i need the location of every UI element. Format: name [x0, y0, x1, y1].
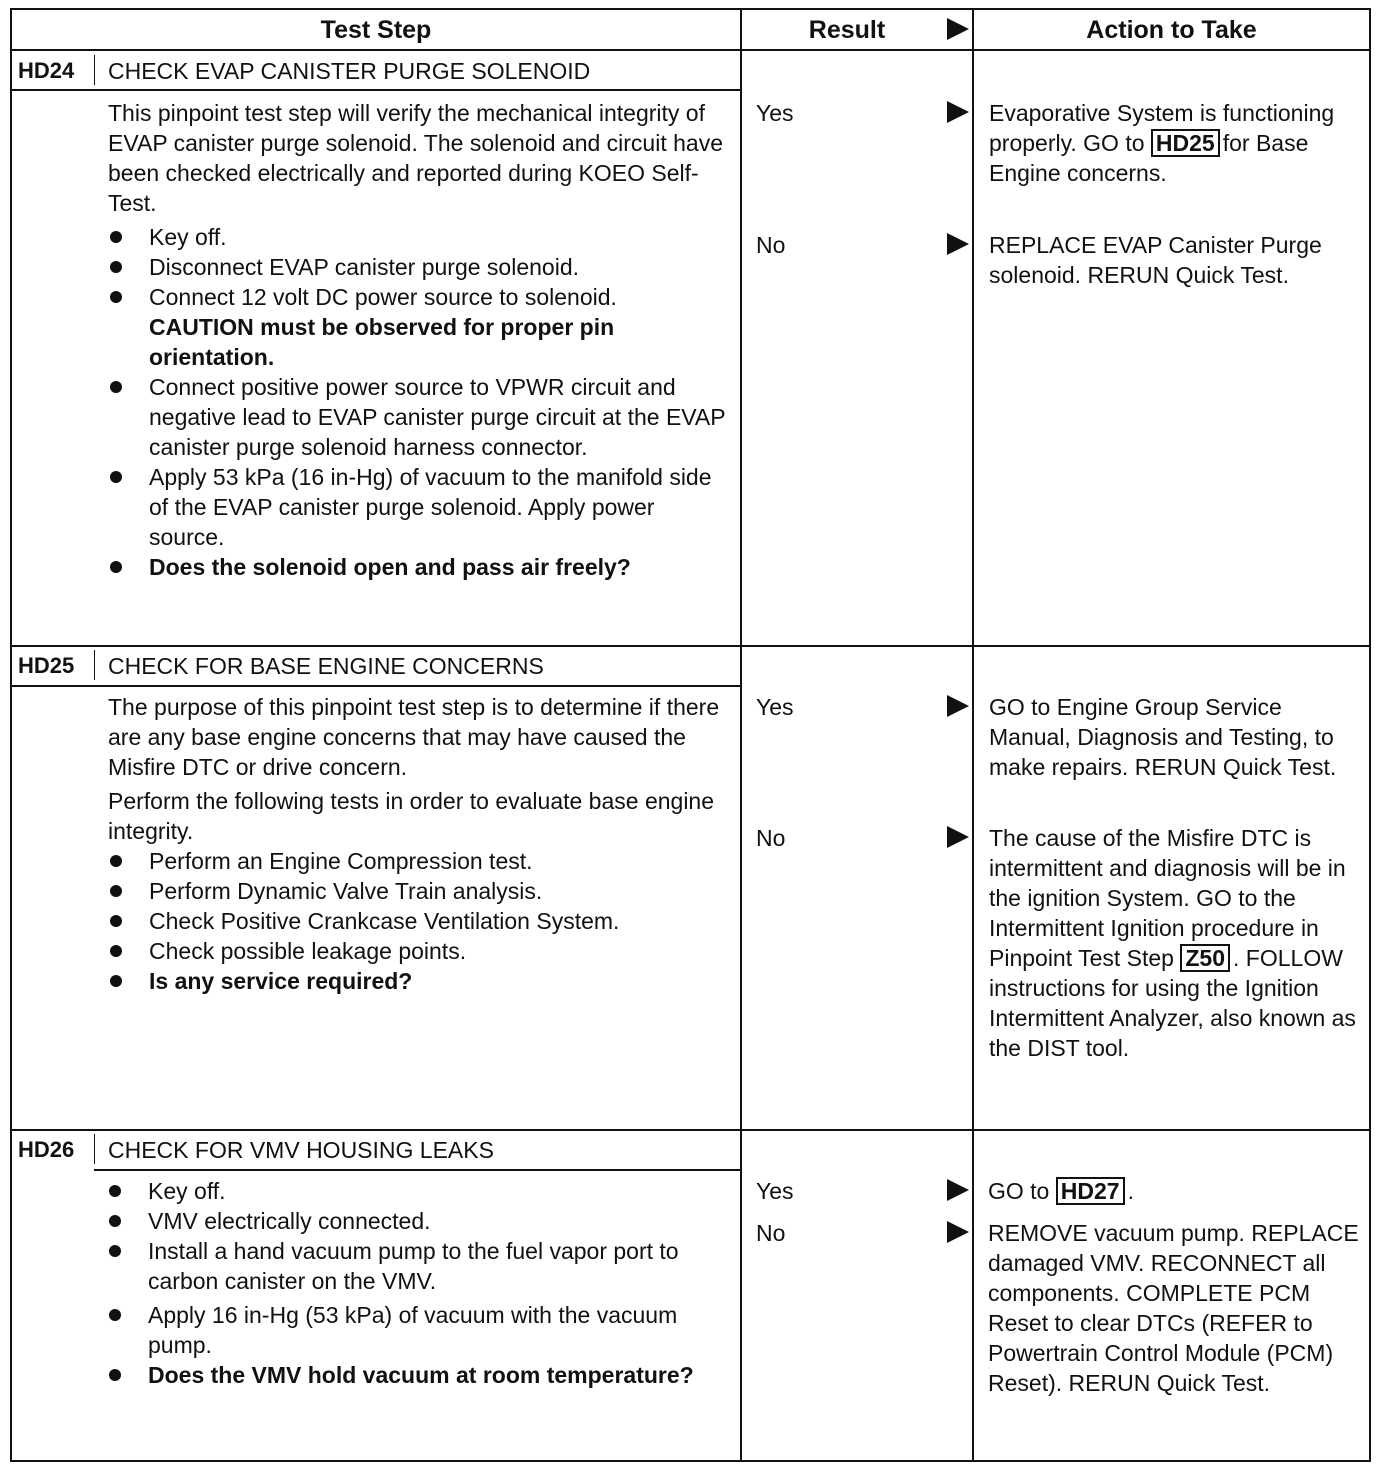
step-title: CHECK FOR BASE ENGINE CONCERNS: [108, 653, 544, 679]
header-result: Result: [808, 16, 886, 44]
step-question: Is any service required?: [108, 966, 728, 996]
col-divider-action: [972, 8, 974, 1462]
bullet-item: Perform Dynamic Valve Train analysis.: [108, 876, 728, 906]
bullet-item: [108, 282, 728, 372]
result-yes: Yes: [756, 694, 794, 720]
action-yes: [989, 98, 1361, 188]
step-title: CHECK EVAP CANISTER PURGE SOLENOID: [108, 58, 591, 84]
bullet-item: Key off.: [107, 1176, 727, 1206]
bullet-item: Apply 16 in-Hg (53 kPa) of vacuum with the vacuum pump.: [107, 1300, 727, 1360]
title-underline-hd24: [10, 89, 740, 91]
bullet-item: Perform an Engine Compression test.: [108, 846, 728, 876]
title-underline-hd26: [94, 1169, 740, 1171]
arrow-icon: [947, 233, 969, 255]
step-body: [108, 692, 728, 996]
step-title: CHECK FOR VMV HOUSING LEAKS: [108, 1137, 494, 1163]
action-text: GO to: [988, 1178, 1050, 1204]
id-divider-hd24: [94, 55, 95, 85]
bullet-item: Install a hand vacuum pump to the fuel vapor port to carbon canister on the VMV.: [107, 1236, 727, 1296]
step-body: [108, 98, 728, 582]
action-text: Evaporative System is functioning properly. GO to: [989, 100, 1335, 156]
id-divider-hd25: [94, 650, 95, 680]
bullet-item: Connect positive power source to VPWR circuit and negative lead to EVAP canister purge circuit at the EVAP canister purge solenoid harness connector.: [108, 372, 728, 462]
step-bullets: [108, 846, 728, 996]
caution-text: CAUTION must be observed for proper pin orientation.: [149, 314, 615, 370]
action-text: The cause of the Misfire DTC is intermittent and diagnosis will be in the ignition System. GO to the Intermittent Ignition procedure in Pinpoint Test Step: [989, 825, 1346, 971]
step-intro: This pinpoint test step will verify the mechanical integrity of EVAP canister purge solenoid. The solenoid and circuit have been checked electrically and reported during KOEO Self-Test.: [108, 100, 723, 216]
action-yes: [988, 1176, 1360, 1206]
col-divider-result: [740, 8, 742, 1462]
header-arrow-icon: [947, 18, 969, 40]
action-text: for Base Engine concerns.: [989, 130, 1309, 186]
bullet-text: Connect 12 volt DC power source to solenoid.: [149, 284, 617, 310]
step-id: HD24: [18, 58, 75, 83]
result-yes: Yes: [756, 100, 794, 126]
step-question: Does the solenoid open and pass air freely?: [108, 552, 728, 582]
bullet-item: VMV electrically connected.: [107, 1206, 727, 1236]
step-id: HD26: [18, 1137, 75, 1162]
step-reference-link[interactable]: Z50: [1180, 944, 1230, 972]
header-test-step: Test Step: [320, 16, 432, 44]
action-no: REPLACE EVAP Canister Purge solenoid. RERUN Quick Test.: [989, 232, 1322, 288]
step-id: HD25: [18, 653, 75, 678]
row-divider-1: [10, 645, 1371, 647]
title-underline-hd25: [10, 685, 740, 687]
bullet-item: Disconnect EVAP canister purge solenoid.: [108, 252, 728, 282]
action-text: .: [1127, 1178, 1134, 1204]
result-no: No: [756, 232, 786, 258]
arrow-icon: [947, 1179, 969, 1201]
step-question: Does the VMV hold vacuum at room temperature?: [107, 1360, 727, 1390]
arrow-icon: [947, 826, 969, 848]
action-no: [989, 823, 1363, 1063]
step-reference-link[interactable]: HD27: [1056, 1177, 1125, 1205]
result-no: No: [756, 1220, 786, 1246]
action-no: REMOVE vacuum pump. REPLACE damaged VMV. RECONNECT all components. COMPLETE PCM Reset to clear DTCs (REFER to Powertrain Control Module (PCM) Reset). RERUN Quick Test.: [988, 1220, 1359, 1396]
id-divider-hd26: [94, 1134, 95, 1164]
bullet-item: Apply 53 kPa (16 in-Hg) of vacuum to the manifold side of the EVAP canister purge solenoid. Apply power source.: [108, 462, 728, 552]
result-yes: Yes: [756, 1178, 794, 1204]
bullet-item: Key off.: [108, 222, 728, 252]
result-no: No: [756, 825, 786, 851]
bullet-item: Check Positive Crankcase Ventilation System.: [108, 906, 728, 936]
action-yes: GO to Engine Group Service Manual, Diagnosis and Testing, to make repairs. RERUN Quick Test.: [989, 694, 1337, 780]
header-action: Action to Take: [1086, 16, 1257, 44]
frame-left: [10, 8, 12, 1462]
step-bullets: [108, 222, 728, 582]
arrow-icon: [947, 695, 969, 717]
step-intro: The purpose of this pinpoint test step is to determine if there are any base engine concerns that may have caused the Misfire DTC or drive concern.: [108, 694, 720, 780]
step-intro-2: Perform the following tests in order to evaluate base engine integrity.: [108, 788, 715, 844]
arrow-icon: [947, 1221, 969, 1243]
step-reference-link[interactable]: HD25: [1151, 129, 1220, 157]
action-text: . FOLLOW instructions for using the Ignition Intermittent Analyzer, also known as the DIST tool.: [989, 945, 1356, 1061]
frame-right: [1369, 8, 1371, 1462]
row-divider-2: [10, 1129, 1371, 1131]
step-body: [107, 1176, 727, 1390]
arrow-icon: [947, 101, 969, 123]
bullet-item: Check possible leakage points.: [108, 936, 728, 966]
frame-bottom: [10, 1460, 1371, 1462]
step-bullets: [107, 1176, 727, 1390]
